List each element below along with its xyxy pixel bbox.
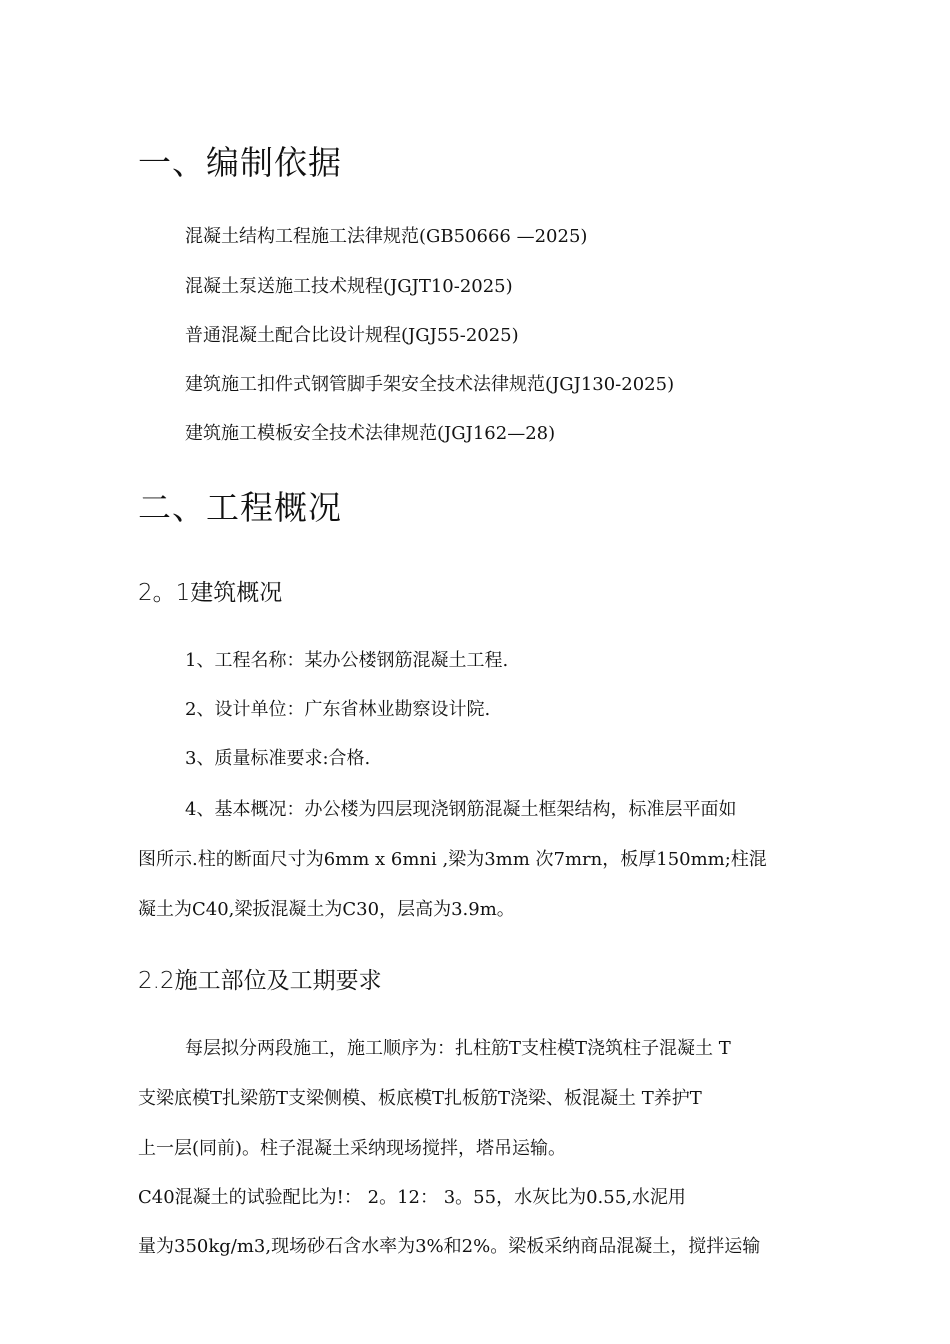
schedule-paragraph-line: 支梁底模T扎梁筋T支梁侧模、板底模T扎板筋T浇梁、板混凝土 T养护T [138, 1088, 702, 1109]
schedule-paragraph-line: 每层拟分两段施工，施工顺序为：扎柱筋T支柱模T浇筑柱子混凝土 T [185, 1038, 731, 1059]
subsection-2-2-title: 2.2施工部位及工期要求 [138, 968, 382, 994]
overview-paragraph-line: 4、基本概况：办公楼为四层现浇钢筋混凝土框架结构，标准层平面如 [185, 799, 737, 820]
overview-item: 2、设计单位：广东省林业勘察设计院. [185, 699, 491, 720]
subsection-2-1-title: 2。1建筑概况 [138, 580, 283, 606]
overview-item: 1、工程名称：某办公楼钢筋混凝土工程. [185, 650, 509, 671]
overview-paragraph-line: 图所示.柱的断面尺寸为6mm x 6mni ,梁为3mm 次7mrn，板厚150mm;柱混 [138, 849, 767, 870]
reference-item: 混凝土泵送施工技术规程(JGJT10-2025) [185, 276, 513, 297]
mix-ratio-line: C40混凝土的试验配比为!： 2。12： 3。55，水灰比为0.55,水泥用 [138, 1187, 686, 1208]
overview-paragraph-line: 凝土为C40,梁扳混凝土为C30，层高为3.9m。 [138, 899, 515, 920]
mix-ratio-line: 量为350kg/m3,现场砂石含水率为3%和2%。梁板采纳商品混凝土，搅拌运输 [138, 1236, 761, 1257]
schedule-paragraph-line: 上一层(同前)。柱子混凝土采纳现场搅拌，塔吊运输。 [138, 1138, 567, 1159]
reference-item: 混凝土结构工程施工法律规范(GB50666 —2025) [185, 226, 588, 247]
section-2-title: 二、工程概况 [138, 488, 342, 527]
reference-item: 建筑施工扣件式钢管脚手架安全技术法律规范(JGJ130-2025) [185, 374, 675, 395]
reference-item: 建筑施工模板安全技术法律规范(JGJ162—28) [185, 423, 556, 444]
overview-item: 3、质量标准要求:合格. [185, 748, 371, 769]
reference-item: 普通混凝土配合比设计规程(JGJ55-2025) [185, 325, 519, 346]
section-1-title: 一、编制依据 [138, 143, 342, 182]
